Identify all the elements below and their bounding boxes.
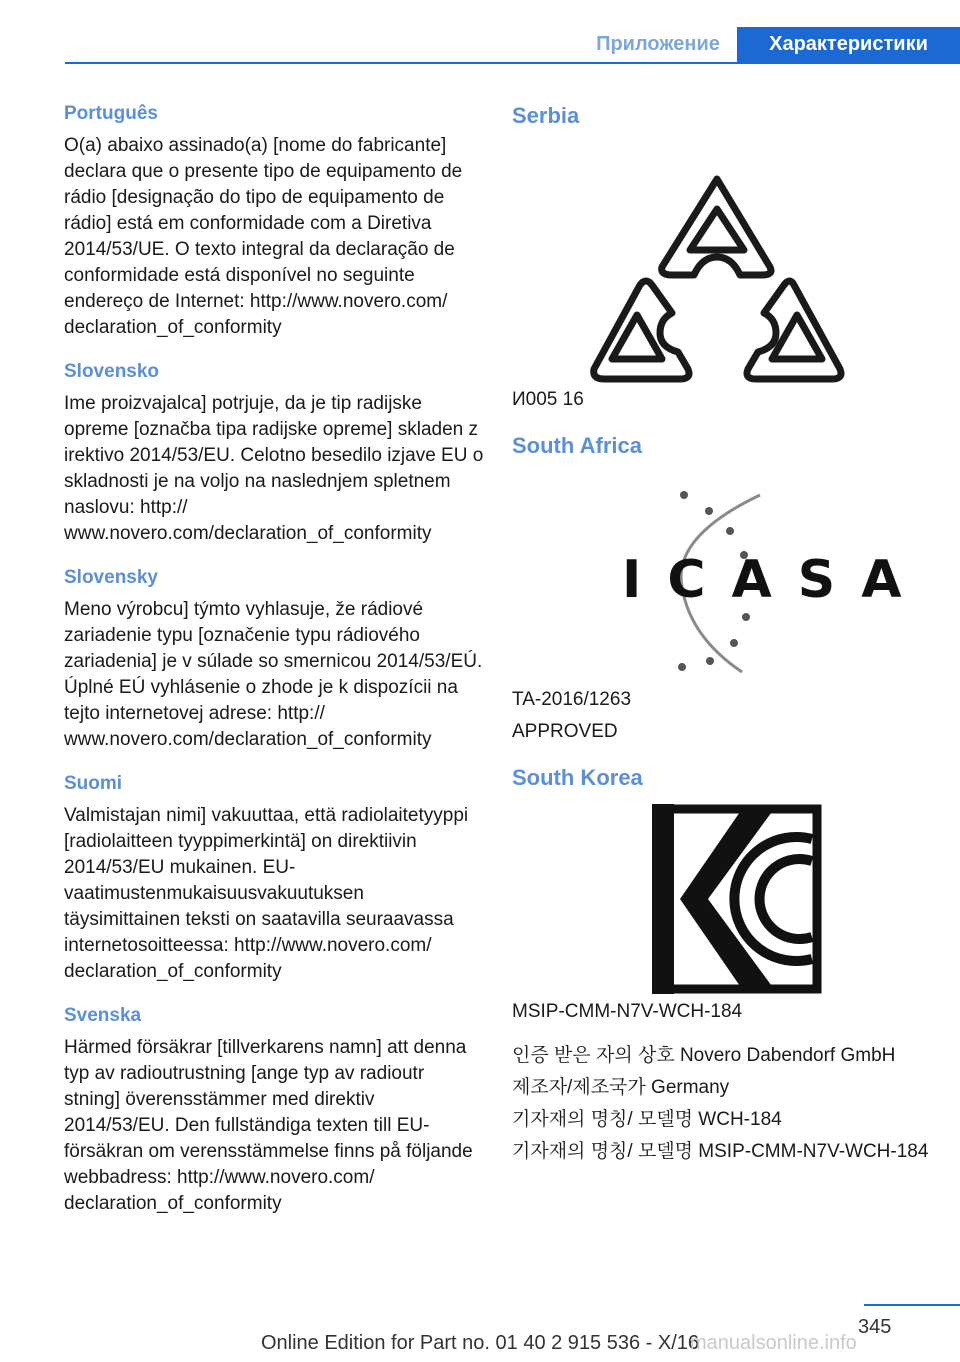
watermark: manualsonline.info: [690, 1332, 857, 1354]
kc-mark-icon: [512, 799, 932, 999]
section-svenska: [64, 1005, 484, 1217]
section-heading: Serbia: [512, 103, 580, 128]
section-text: Valmistajan nimi] vakuuttaa, että radiolaitetyyppi [radiolaitteen tyyppimerkintä] on direktiivin 2014/53/EU mukainen. EU-vaatimustenmukaisuusvakuutuksen täysimittainen teksti on saatavilla seuraavassa internetosoitteessa: http://www.novero.com/ declaration_of_conformity: [64, 805, 469, 982]
footer-divider: [864, 1304, 960, 1306]
spacer: [512, 745, 932, 765]
serbia-code: И005 16: [512, 389, 584, 410]
section-slovensky: [64, 567, 484, 753]
section-heading: Svenska: [64, 1005, 142, 1026]
icasa-logo-icon: [512, 467, 932, 687]
icasa-wordmark: ICASA: [622, 550, 928, 610]
section-south-korea: [512, 765, 932, 1165]
kc-model-name: 기자재의 명칭/ 모델명 WCH-184: [512, 1109, 782, 1130]
section-heading: South Africa: [512, 433, 642, 458]
section-portugues: [64, 103, 484, 341]
section-text: Härmed försäkrar [tillverkarens namn] att denna typ av radioutrustning [ange typ av radioutr stning] överensstämmer med direktiv 2014/53/EU. Den fullständiga texten till EU-försäkran om verensstämmelse finns på följande webbadress: http://www.novero.com/ declaration_of_conformity: [64, 1037, 473, 1214]
section-south-africa: [512, 433, 932, 765]
header-divider: [65, 62, 960, 64]
page-number: 345: [858, 1316, 892, 1338]
kc-manufacturer-country: 제조자/제조국가 Germany: [512, 1077, 730, 1098]
tab-specifications[interactable]: Характеристики: [737, 27, 960, 62]
kc-certification-number: MSIP-CMM-N7V-WCH-184: [512, 1001, 743, 1022]
serbia-triangles-mark-icon: [512, 137, 932, 387]
kc-certified-company: 인증 받은 자의 상호 Novero Dabendorf GmbH: [512, 1045, 896, 1066]
icasa-approval-number: TA-2016/1263: [512, 689, 632, 710]
section-heading: Slovensko: [64, 361, 160, 382]
section-text: Meno výrobcu] týmto vyhlasuje, že rádiové zariadenie typu [označenie typu rádiového zariadenia] je v súlade so smernicou 2014/53/EÚ. Úplné EÚ vyhlásenie o zhode je k dispozícii na tejto internetovej adrese: http:// www.novero.com/declaration_of_conformity: [64, 599, 483, 750]
section-slovensko: [64, 361, 484, 547]
kc-model-name-full: 기자재의 명칭/ 모델명 MSIP-CMM-N7V-WCH-184: [512, 1141, 929, 1162]
section-suomi: [64, 773, 484, 985]
section-heading: Português: [64, 103, 158, 124]
section-heading: South Korea: [512, 765, 643, 790]
edition-footer: Online Edition for Part no. 01 40 2 915 536 - X/16: [260, 1332, 700, 1354]
section-heading: Slovensky: [64, 567, 158, 588]
icasa-approved-label: APPROVED: [512, 721, 618, 742]
section-text: O(a) abaixo assinado(a) [nome do fabricante] declara que o presente tipo de equipamento de rádio [designação do tipo de equipamento de rádio] está em conformidade com a Diretiva 2014/53/UE. O texto integral da declaração de conformidade está disponível no seguinte endereço de Internet: http://www.novero.com/ declaration_of_conformity: [64, 135, 463, 338]
right-column: [512, 103, 932, 1165]
section-heading: Suomi: [64, 773, 123, 794]
spacer: [512, 413, 932, 433]
section-serbia: [512, 103, 932, 433]
tab-appendix[interactable]: Приложение: [596, 33, 720, 55]
section-text: Ime proizvajalca] potrjuje, da je tip radijske opreme [označba tipa radijske opreme] skladen z irektivo 2014/53/EU. Celotno besedilo izjave EU o skladnosti je na voljo na naslednjem spletnem naslovu: http:// www.novero.com/declaration_of_conformity: [64, 393, 484, 544]
page-header: [0, 0, 960, 62]
left-column: [64, 103, 484, 1237]
